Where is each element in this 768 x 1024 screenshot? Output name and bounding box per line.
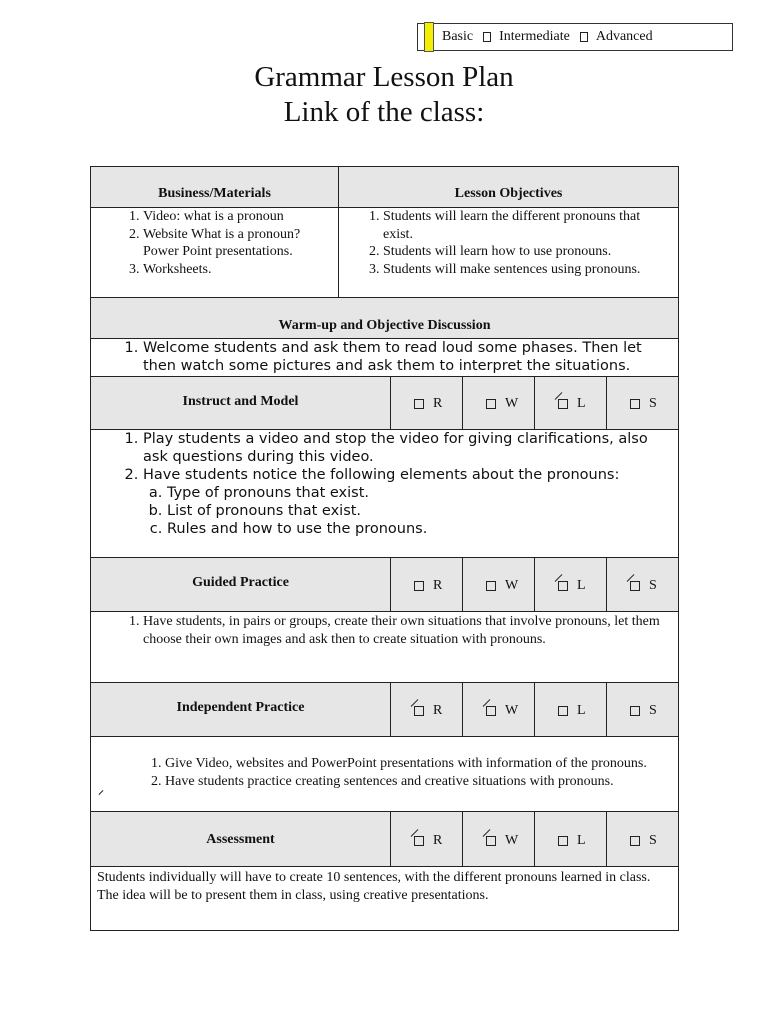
skill-label: S: [649, 396, 657, 411]
list-item: a. Type of pronouns that exist.: [167, 484, 668, 502]
checkbox-icon[interactable]: [424, 22, 434, 52]
skill-label: R: [433, 578, 443, 593]
checkbox-icon[interactable]: [630, 836, 640, 846]
list-item: 2. Website What is a pronoun? Power Point presentations.: [143, 226, 338, 261]
instruct-sublist: [143, 484, 668, 538]
checkbox-icon[interactable]: [558, 836, 568, 846]
list-item: 3. Worksheets.: [143, 261, 338, 279]
checkbox-icon[interactable]: [630, 399, 640, 409]
skill-cell-r[interactable]: [390, 683, 462, 736]
materials-header: Business/Materials: [158, 186, 271, 201]
list-item: 1. Video: what is a pronoun: [143, 208, 338, 226]
instruct-header-row: [91, 377, 678, 430]
instruct-list: [91, 430, 678, 538]
independent-header: Independent Practice: [176, 700, 305, 715]
level-option-intermediate[interactable]: [483, 29, 570, 45]
checkbox-icon[interactable]: [414, 581, 424, 591]
skill-cell-w[interactable]: [462, 683, 534, 736]
skill-cell-l[interactable]: [534, 377, 606, 429]
warmup-header: Warm-up and Objective Discussion: [278, 318, 491, 333]
list-item: 1. Play students a video and stop the video for giving clarifications, also ask questions during this video.: [143, 430, 668, 466]
checkbox-icon[interactable]: [414, 706, 424, 716]
skill-cell-s[interactable]: [606, 683, 678, 736]
list-item: c. Rules and how to use the pronouns.: [167, 520, 668, 538]
assessment-text: [91, 867, 678, 904]
skill-cell-l[interactable]: [534, 812, 606, 866]
materials-list: [91, 208, 338, 278]
objectives-list: [339, 208, 678, 278]
list-item: 2. Have students practice creating sentences and creative situations with pronouns.: [165, 773, 658, 791]
checkbox-icon[interactable]: [414, 399, 424, 409]
list-item: 1. Give Video, websites and PowerPoint presentations with information of the pronouns.: [165, 755, 658, 773]
level-label-advanced: Advanced: [595, 29, 653, 44]
skill-cell-l[interactable]: [534, 558, 606, 611]
skill-cell-w[interactable]: [462, 812, 534, 866]
checkbox-icon[interactable]: [558, 706, 568, 716]
assessment-line: Students individually will have to create 10 sentences, with the different pronouns learned in class.: [97, 870, 651, 885]
warmup-list: [91, 339, 678, 375]
skill-label: L: [577, 578, 586, 593]
guided-header-row: [91, 558, 678, 612]
assessment-line: The idea will be to present them in class, using creative presentations.: [97, 887, 489, 903]
materials-objectives-header: [91, 167, 678, 208]
skill-label: R: [433, 833, 443, 848]
list-item: [143, 466, 668, 538]
objectives-header: Lesson Objectives: [454, 186, 563, 201]
skill-cell-r[interactable]: [390, 377, 462, 429]
guided-header: Guided Practice: [192, 575, 289, 590]
skill-label: L: [577, 396, 586, 411]
assessment-header-row: [91, 812, 678, 867]
skill-label: W: [505, 703, 519, 718]
independent-list: [91, 755, 678, 790]
page-title: Grammar Lesson Plan: [254, 61, 514, 93]
checkbox-icon[interactable]: [486, 399, 496, 409]
skill-cell-l[interactable]: [534, 683, 606, 736]
skill-label: W: [505, 578, 519, 593]
checkbox-icon[interactable]: [486, 581, 496, 591]
class-link-label: Link of the class:: [283, 96, 485, 128]
checkbox-icon[interactable]: [486, 706, 496, 716]
list-item-text: Have students notice the following elements about the pronouns:: [143, 467, 620, 483]
guided-body: [91, 612, 678, 683]
level-selector: [417, 23, 733, 51]
checkbox-icon[interactable]: [558, 581, 568, 591]
skill-label: S: [649, 833, 657, 848]
assessment-header: Assessment: [206, 832, 275, 847]
list-item: 1. Welcome students and ask them to read loud some phases. Then let then watch some pictures and ask them to interpret the situations.: [143, 339, 668, 375]
level-option-basic[interactable]: [426, 22, 473, 52]
warmup-body: [91, 339, 678, 377]
skill-label: R: [433, 703, 443, 718]
list-item: 1. Students will learn the different pronouns that exist.: [383, 208, 668, 243]
skill-label: L: [577, 833, 586, 848]
materials-objectives-body: [91, 208, 678, 298]
skill-label: S: [649, 703, 657, 718]
list-item: 3. Students will make sentences using pronouns.: [383, 261, 668, 279]
checkbox-icon[interactable]: [414, 836, 424, 846]
instruct-body: [91, 430, 678, 558]
level-label-basic: Basic: [442, 29, 474, 44]
materials-cell: [91, 208, 338, 278]
list-item: 2. Students will learn how to use pronouns.: [383, 243, 668, 261]
list-item: 1. Have students, in pairs or groups, create their own situations that involve pronouns, let them choose their own images and ask then to create situation with pronouns.: [143, 613, 666, 648]
independent-header-row: [91, 683, 678, 737]
objectives-cell: [339, 208, 678, 278]
assessment-body: [91, 867, 678, 930]
independent-body: [91, 737, 678, 812]
skill-label: R: [433, 396, 443, 411]
list-item: b. List of pronouns that exist.: [167, 502, 668, 520]
checkbox-icon[interactable]: [558, 399, 568, 409]
skill-label: W: [505, 833, 519, 848]
skill-cell-r[interactable]: [390, 558, 462, 611]
skill-label: S: [649, 578, 657, 593]
instruct-header: Instruct and Model: [182, 394, 299, 409]
checkbox-icon[interactable]: [486, 836, 496, 846]
skill-cell-s[interactable]: [606, 558, 678, 611]
level-label-intermediate: Intermediate: [499, 29, 570, 44]
checkbox-icon[interactable]: [630, 706, 640, 716]
level-option-advanced[interactable]: [580, 29, 653, 45]
checkbox-icon[interactable]: [630, 581, 640, 591]
skill-cell-s[interactable]: [606, 377, 678, 429]
checkbox-icon[interactable]: [580, 32, 588, 42]
skill-label: L: [577, 703, 586, 718]
skill-cell-w[interactable]: [462, 558, 534, 611]
tick-mark-icon: [99, 790, 104, 795]
skill-cell-s[interactable]: [606, 812, 678, 866]
checkbox-icon[interactable]: [483, 32, 491, 42]
guided-list: [91, 613, 678, 648]
skill-label: W: [505, 396, 519, 411]
skill-cell-w[interactable]: [462, 377, 534, 429]
lesson-plan-table: [90, 166, 679, 931]
skill-cell-r[interactable]: [390, 812, 462, 866]
warmup-header-row: [91, 298, 678, 339]
